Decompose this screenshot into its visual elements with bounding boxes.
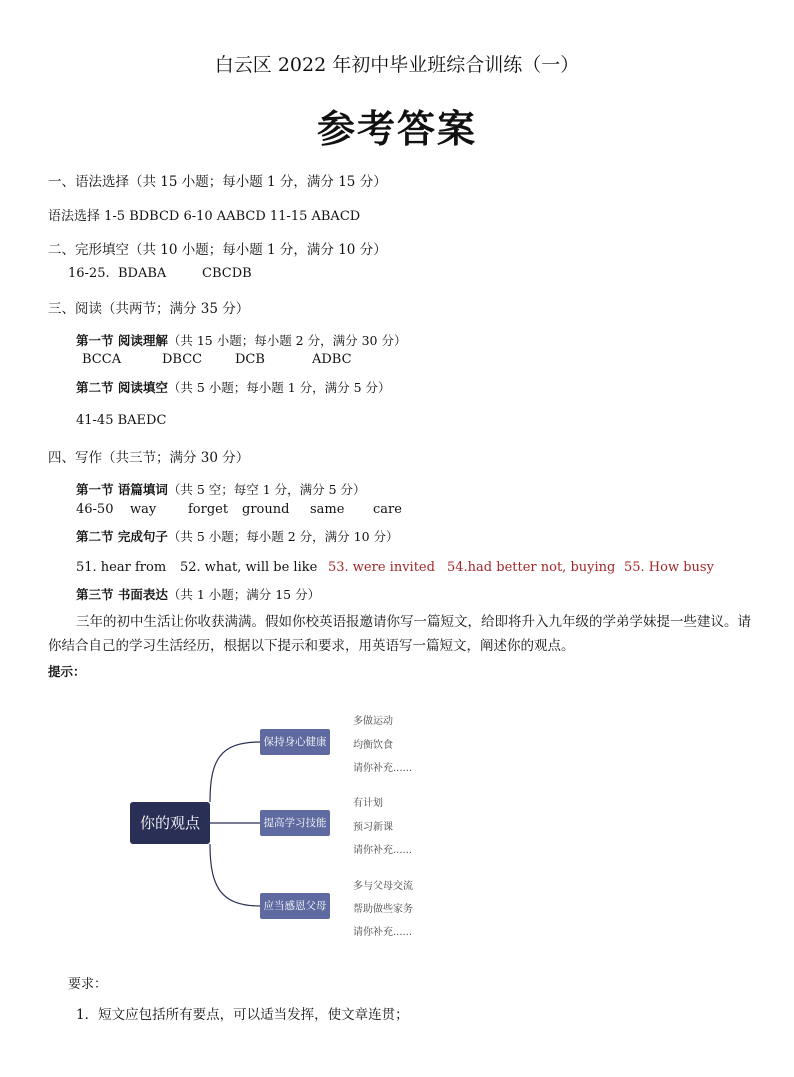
part-name: 第二节 完成句子 (76, 529, 168, 544)
document-title: 白云区 2022 年初中毕业班综合训练（一） (214, 54, 580, 76)
requirement-item-1: 1．短文应包括所有要点，可以适当发挥，使文章连贯； (76, 1007, 409, 1023)
leaf-gratitude-1: 多与父母交流 (353, 881, 413, 892)
part-note: （共 1 小题；满分 15 分） (167, 587, 321, 602)
leaf-gratitude-3: 请你补充...... (353, 927, 413, 938)
s3-part-2-answer: 41-45 BAEDC (76, 413, 167, 428)
mind-map (60, 690, 480, 950)
s4-fill-1: way (130, 502, 157, 517)
section-1-answer: 语法选择 1-5 BDBCD 6-10 AABCD 11-15 ABACD (48, 209, 361, 224)
leaf-health-2: 均衡饮食 (353, 740, 393, 751)
hint-label: 提示： (48, 664, 86, 679)
leaf-health-3: 请你补充...... (353, 763, 413, 774)
leaf-health-1: 多做运动 (353, 716, 393, 727)
s4-sentence-52: 52. what, will be like (180, 560, 318, 575)
leaf-study-3: 请你补充...... (353, 845, 413, 856)
part-note: （共 5 小题；每小题 2 分，满分 10 分） (167, 529, 399, 544)
connector-bottom (210, 844, 260, 906)
section-2-heading: 二、完形填空（共 10 小题；每小题 1 分，满分 10 分） (48, 242, 387, 258)
s3-answer-4: ADBC (312, 352, 352, 367)
section-4-part-3 (76, 585, 320, 603)
s4-sentence-54: 54.had better not, buying (447, 560, 616, 575)
part-name: 第一节 语篇填词 (76, 482, 168, 497)
s3-answer-3: DCB (235, 352, 265, 367)
document-subtitle: 参考答案 (316, 107, 477, 151)
part-note: （共 5 小题；每小题 1 分，满分 5 分） (167, 380, 391, 395)
leaf-gratitude-2: 帮助做些家务 (353, 904, 413, 915)
section-3-part-1 (76, 331, 406, 349)
part-name: 第一节 阅读理解 (76, 333, 168, 348)
leaf-study-1: 有计划 (353, 798, 383, 809)
section-2-answer-label: 16-25. (68, 266, 110, 281)
s3-answer-1: BCCA (82, 352, 122, 367)
s4-fill-4: same (310, 502, 345, 517)
part-name: 第三节 书面表达 (76, 587, 168, 602)
section-3-part-2 (76, 378, 391, 396)
writing-prompt: 三年的初中生活让你收获满满。假如你校英语报邀请你写一篇短文，给即将升入九年级的学弟学妹提一些建议。请你结合自己的学习生活经历，根据以下提示和要求，用英语写一篇短文，阐述你的观点。 (48, 614, 751, 654)
s4-fill-3: ground (242, 502, 290, 517)
part-note: （共 15 小题；每小题 2 分，满分 30 分） (167, 333, 407, 348)
s4-fill-label: 46-50 (76, 502, 114, 517)
section-2-answer-b: CBCDB (202, 266, 252, 281)
s4-fill-2: forget (188, 502, 229, 517)
mind-map-root: 你的观点 (130, 802, 210, 844)
s4-fill-5: care (373, 502, 402, 517)
s3-answer-2: DBCC (162, 352, 203, 367)
section-2-answer-a: BDABA (118, 266, 167, 281)
requirements-label: 要求： (68, 977, 108, 992)
leaf-study-2: 预习新课 (353, 822, 393, 833)
s4-sentence-51: 51. hear from (76, 560, 167, 575)
part-note: （共 5 空；每空 1 分，满分 5 分） (167, 482, 366, 497)
s4-sentence-55: 55. How busy (624, 560, 714, 575)
branch-study-skills: 提高学习技能 (260, 810, 330, 836)
s4-sentence-53: 53. were invited (328, 560, 435, 575)
section-4-part-2 (76, 527, 399, 545)
branch-gratitude: 应当感恩父母 (260, 893, 330, 919)
section-4-heading: 四、写作（共三节；满分 30 分） (48, 450, 250, 466)
branch-health: 保持身心健康 (260, 729, 330, 755)
section-4-part-1 (76, 480, 366, 498)
connector-top (210, 742, 260, 802)
section-3-heading: 三、阅读（共两节；满分 35 分） (48, 301, 250, 317)
part-name: 第二节 阅读填空 (76, 380, 168, 395)
section-1-heading: 一、语法选择（共 15 小题；每小题 1 分，满分 15 分） (48, 174, 387, 190)
